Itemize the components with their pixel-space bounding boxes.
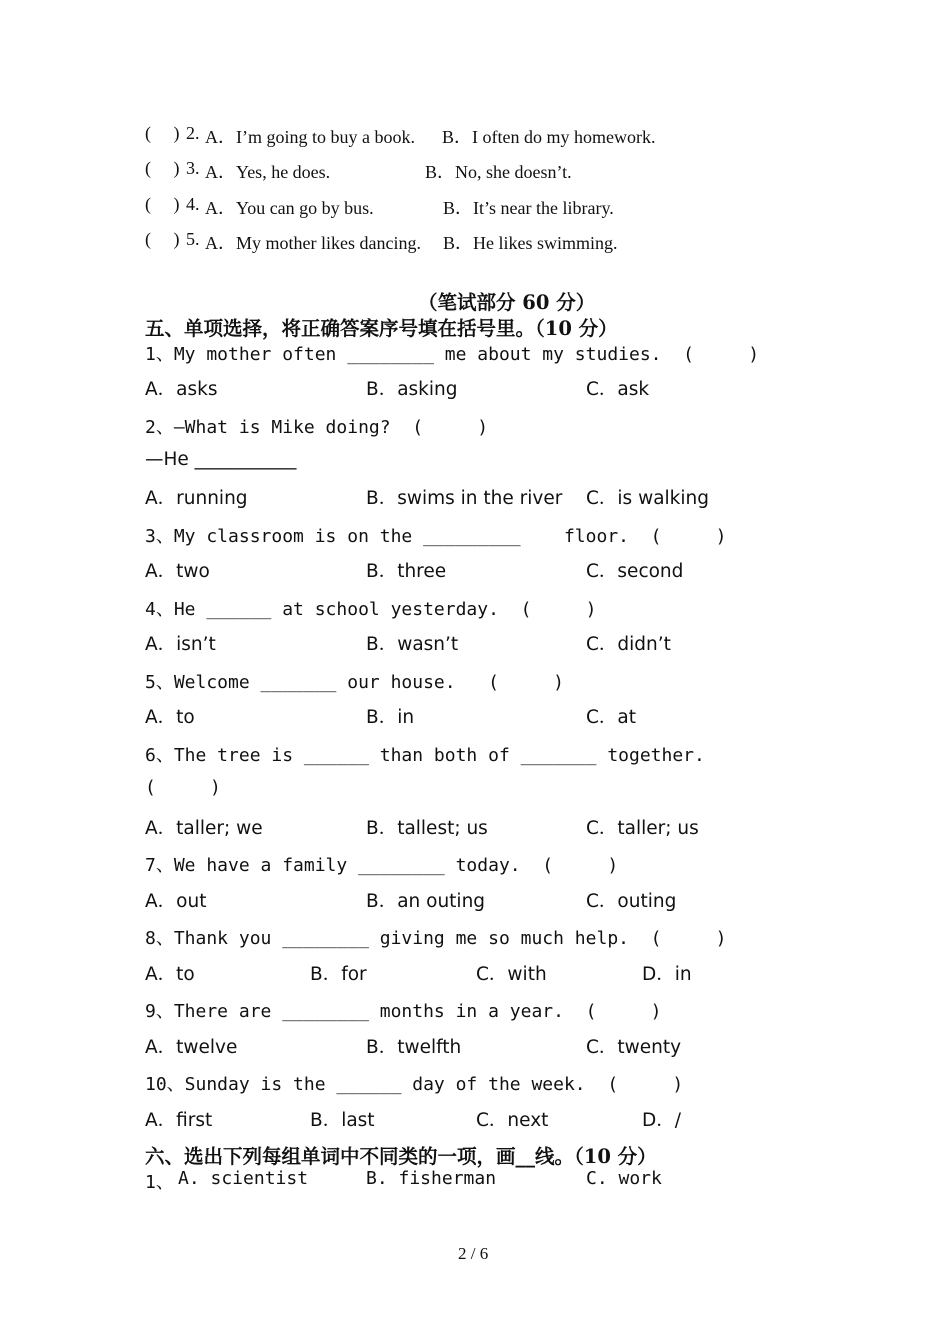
- option: A．first: [145, 1110, 213, 1131]
- option: B. fisherman: [366, 1168, 497, 1189]
- option: B．swims in the river: [366, 488, 563, 509]
- item-number: 3.: [186, 158, 200, 178]
- option: C．twenty: [586, 1037, 682, 1058]
- question-stem: 2、—What is Mike doing? ( ): [145, 417, 489, 438]
- option-a: A．You can go by bus.: [205, 198, 374, 218]
- question-number: 1、: [145, 1172, 174, 1193]
- section6-heading: 六、选出下列每组单词中不同类的一项，画__线。（10 分）: [145, 1145, 657, 1168]
- option: D．/: [642, 1110, 681, 1131]
- option: C．didn’t: [586, 634, 671, 655]
- question-stem: 1、My mother often ________ me about my studies. ( ): [145, 344, 760, 365]
- option: B．an outing: [366, 891, 486, 912]
- answer-paren[interactable]: ( ): [145, 194, 180, 214]
- question-stem: 9、There are ________ months in a year. ( ): [145, 1001, 662, 1022]
- question-stem-line2: —He ___________: [145, 449, 297, 470]
- question-stem: 6、The tree is ______ than both of _______ together.: [145, 745, 705, 766]
- option: A．out: [145, 891, 207, 912]
- question-stem: 4、He ______ at school yesterday. ( ): [145, 599, 597, 620]
- option: B．tallest; us: [366, 818, 488, 839]
- option: C．at: [586, 707, 637, 728]
- option: A．two: [145, 561, 210, 582]
- option: B．twelfth: [366, 1037, 462, 1058]
- item-number: 4.: [186, 194, 200, 214]
- question-stem: 10、Sunday is the ______ day of the week. ( ): [145, 1074, 684, 1095]
- option-b: B．I often do my homework.: [442, 127, 656, 147]
- option: A．taller; we: [145, 818, 263, 839]
- option: B．last: [310, 1110, 375, 1131]
- question-stem: 5、Welcome _______ our house. ( ): [145, 672, 564, 693]
- option: C．taller; us: [586, 818, 699, 839]
- question-stem: 3、My classroom is on the _________ floor. ( ): [145, 526, 727, 547]
- answer-paren[interactable]: ( ): [145, 229, 180, 249]
- option: C．is walking: [586, 488, 710, 509]
- option: B．in: [366, 707, 415, 728]
- option: C. work: [586, 1168, 662, 1189]
- item-number: 5.: [186, 229, 200, 249]
- option: B．for: [310, 964, 367, 985]
- option: D．in: [642, 964, 692, 985]
- option-b: B．He likes swimming.: [443, 233, 618, 253]
- option: C．next: [476, 1110, 549, 1131]
- option: B．wasn’t: [366, 634, 459, 655]
- option: A．asks: [145, 379, 218, 400]
- page-number: 2 / 6: [458, 1244, 489, 1263]
- question-stem: 8、Thank you ________ giving me so much help. ( ): [145, 928, 727, 949]
- option: C．outing: [586, 891, 677, 912]
- option: A．twelve: [145, 1037, 238, 1058]
- option: A．running: [145, 488, 248, 509]
- section5-heading: 五、单项选择，将正确答案序号填在括号里。（10 分）: [145, 317, 618, 340]
- option: A．to: [145, 707, 195, 728]
- option: B．asking: [366, 379, 458, 400]
- option-a: A．My mother likes dancing.: [205, 233, 421, 253]
- option: C．ask: [586, 379, 650, 400]
- option-b: B．It’s near the library.: [443, 198, 614, 218]
- question-stem: 7、We have a family ________ today. ( ): [145, 855, 619, 876]
- option: B．three: [366, 561, 447, 582]
- answer-paren[interactable]: ( ): [145, 158, 180, 178]
- option: A．isn’t: [145, 634, 216, 655]
- written-part-title: （笔试部分 60 分）: [418, 291, 596, 314]
- option: C．with: [476, 964, 547, 985]
- option-b: B．No, she doesn’t.: [425, 162, 572, 182]
- item-number: 2.: [186, 123, 200, 143]
- option: A．to: [145, 964, 195, 985]
- option-a: A．Yes, he does.: [205, 162, 331, 182]
- option: C．second: [586, 561, 684, 582]
- option-a: A．I’m going to buy a book.: [205, 127, 415, 147]
- question-stem-line2: ( ): [145, 777, 221, 798]
- answer-paren[interactable]: ( ): [145, 123, 180, 143]
- option: A. scientist: [178, 1168, 309, 1189]
